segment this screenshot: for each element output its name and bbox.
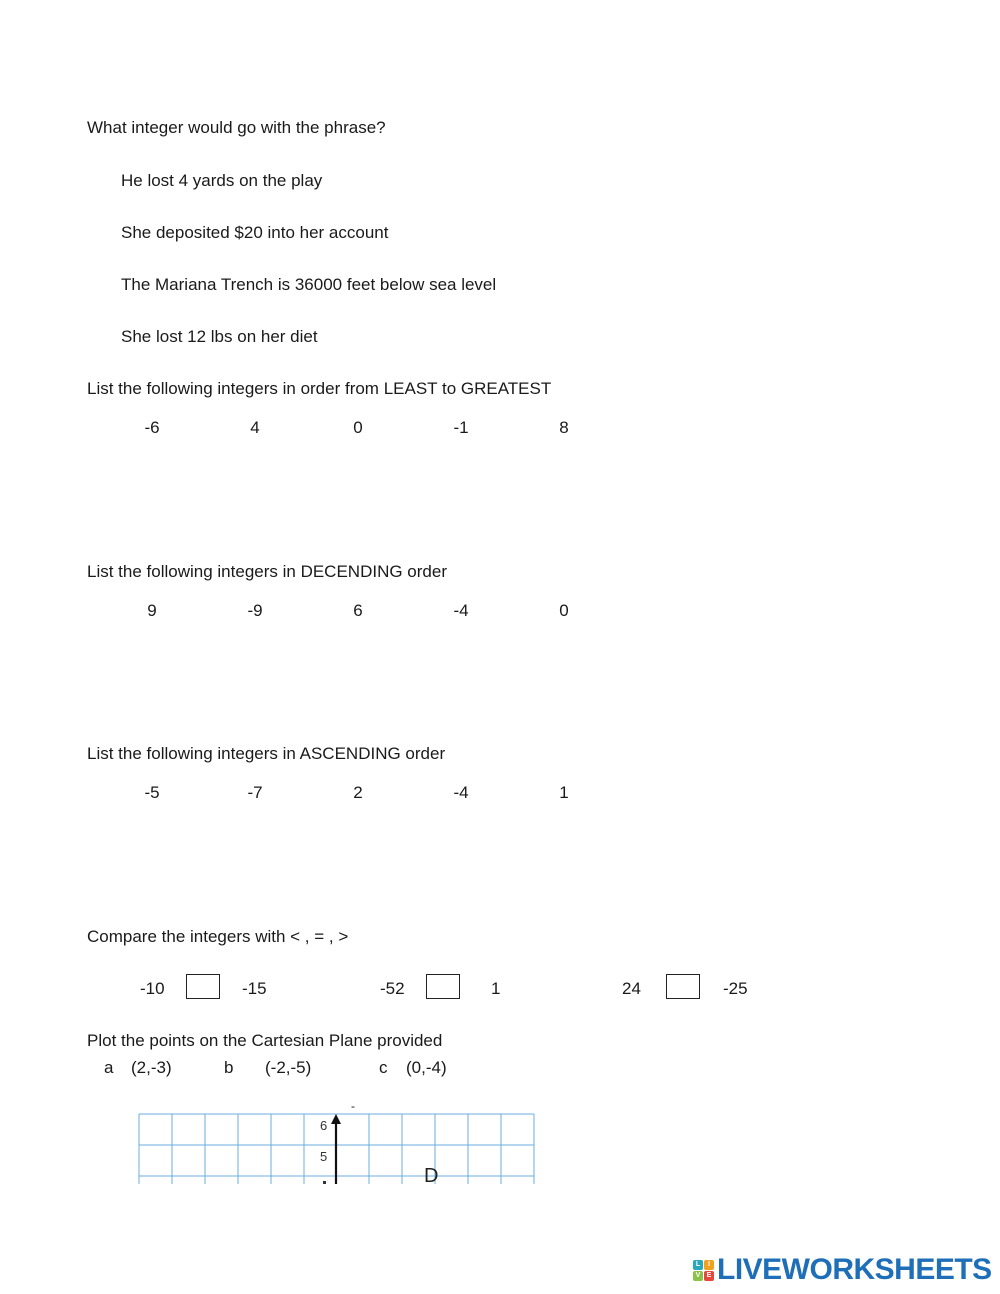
integer-value: 9 (147, 601, 157, 620)
integer-value: -6 (144, 418, 160, 437)
logo-text: LIVEWORKSHEETS (717, 1253, 992, 1286)
logo-badge-letter: I (704, 1260, 714, 1270)
cartesian-plane-grid (138, 1112, 536, 1184)
compare-left-value: -10 (140, 979, 165, 998)
liveworksheets-logo (693, 1255, 992, 1285)
tick-dot (323, 1181, 326, 1184)
question-integer-phrase: What integer would go with the phrase? (87, 118, 386, 137)
integer-value: -5 (144, 783, 160, 802)
question-plot-points: Plot the points on the Cartesian Plane provided (87, 1031, 443, 1050)
point-coordinate: (2,-3) (131, 1058, 172, 1077)
compare-answer-box[interactable] (666, 974, 700, 999)
compare-right-value: -15 (242, 979, 267, 998)
point-label: b (224, 1058, 234, 1077)
y-tick-label: 5 (320, 1149, 328, 1164)
compare-right-value: -25 (723, 979, 748, 998)
question-compare: Compare the integers with < , = , > (87, 927, 349, 946)
question-ascending: List the following integers in ASCENDING order (87, 744, 446, 763)
integer-value: -4 (453, 601, 469, 620)
integer-value: 8 (559, 418, 569, 437)
y-tick-label: 6 (320, 1118, 328, 1133)
phrase-item: He lost 4 yards on the play (121, 171, 323, 190)
phrase-item: She deposited $20 into her account (121, 223, 389, 242)
logo-badge-letter: E (704, 1271, 714, 1281)
compare-answer-box[interactable] (426, 974, 460, 999)
integer-value: -1 (453, 418, 469, 437)
integer-value: 1 (559, 783, 569, 802)
compare-right-value: 1 (491, 979, 501, 998)
integer-value: -4 (453, 783, 469, 802)
compare-left-value: 24 (622, 979, 641, 998)
integer-value: -7 (247, 783, 263, 802)
integer-value: -9 (247, 601, 263, 620)
point-coordinate: (0,-4) (406, 1058, 447, 1077)
integer-value: 4 (250, 418, 260, 437)
stray-mark: - (351, 1099, 355, 1113)
question-descending: List the following integers in DECENDING order (87, 562, 447, 581)
question-least-to-greatest: List the following integers in order from LEAST to GREATEST (87, 379, 552, 398)
y-axis-arrow-icon (331, 1114, 341, 1124)
point-d-label: D (424, 1165, 439, 1184)
integer-value: 6 (353, 601, 363, 620)
point-coordinate: (-2,-5) (265, 1058, 312, 1077)
integer-value: 2 (353, 783, 363, 802)
logo-badge-icon (693, 1260, 714, 1281)
point-label: a (104, 1058, 114, 1077)
compare-left-value: -52 (380, 979, 405, 998)
logo-badge-letter: V (693, 1271, 703, 1281)
point-label: c (379, 1058, 388, 1077)
compare-answer-box[interactable] (186, 974, 220, 999)
phrase-item: She lost 12 lbs on her diet (121, 327, 318, 346)
phrase-item: The Mariana Trench is 36000 feet below sea level (121, 275, 497, 294)
integer-value: 0 (353, 418, 363, 437)
logo-badge-letter: L (693, 1260, 703, 1270)
integer-value: 0 (559, 601, 569, 620)
